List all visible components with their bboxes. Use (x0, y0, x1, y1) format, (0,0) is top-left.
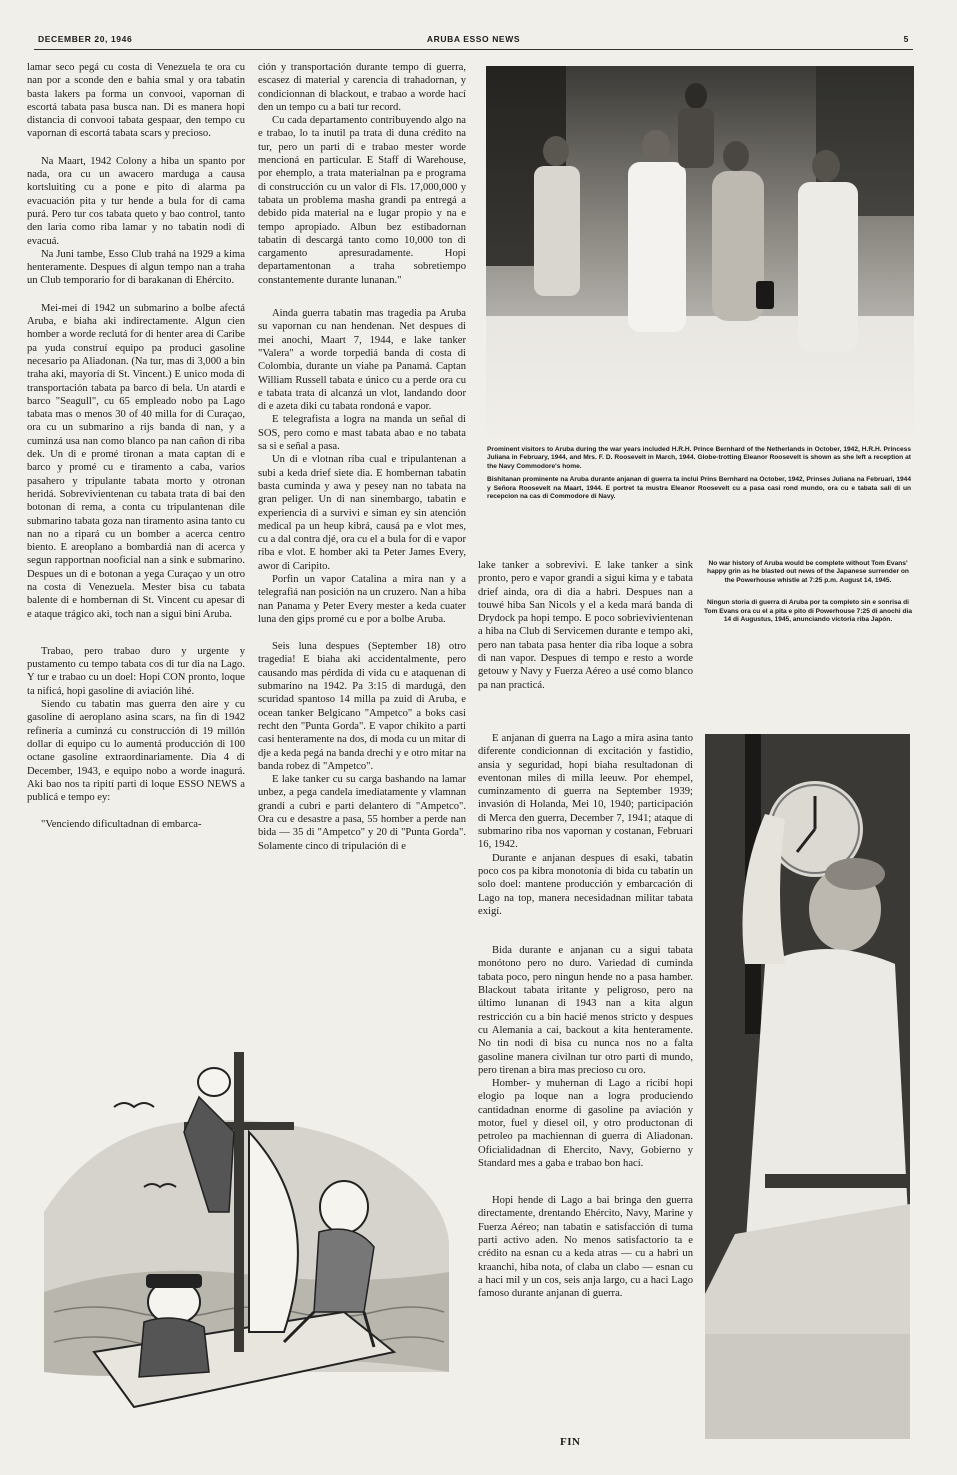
paragraph: "Venciendo dificultadnan di embarca- (41, 819, 202, 831)
paragraph: Un di e vlotnan riba cual e tripulantenan a subi a keda drief siete dia. E hombernan tabatin basta cuminda y awa y pesey nan no tabata na gran peliger. Un di nan sinembargo, tabatin e experiencia di a survivi e siman ey sin atención medical pa un heup kibrá, causá pa e vlot mes, cu a dal contra djé, ora cu el a bula for di e vapor riba e vlot. E homber aki ta Peter James Every, awor di Caripito. (258, 454, 466, 572)
paragraph: lamar seco pegá cu costa di Venezuela te ora cu nan por a sconde den e bahia smal y ora tabatin basta lakers pa forma un convooi, vapornan di escortá tabata pasa busca nan. Di es manera hopi distancia di convooi tabata gespaar, den tempo cu vapornan di escortá tabata scars y precioso. (27, 62, 245, 140)
reception-departure-photo (486, 66, 914, 438)
paragraph: lake tanker a sobrevivi. E lake tanker a sink pronto, pero e vapor grandi a sigui kima y e tabata drief ainda, ora di dia a habri. Despues nan a touwé hiba San Nicols y el a keda mará banda di Drydock pa hopi tempo. E poco sobrievivientenan a hiba na Club di Servicemen durante e tempo aki, pero nan tabata pasa henter dia riba loque a sobra di nan vapor. Despues di tempo e resto a worde getouw y Navy y Fuerza Aéreo a usé como blanco pa nan practicá. (478, 560, 693, 691)
paragraph: Siendo cu tabatin mas guerra den aire y cu gasoline di aeroplano asina scars, na fin di 1942 refinería a cuminzá cu construcción di 19 millón dollar di equipo cu lo aumentá producción di 100 octane gasoline extraordinariamente. Dia 4 di December, 1943, e equipo nobo a worde inagurá. Aki bao nos ta ripití parti di loque ESSO NEWS a publicá e tempo ey: (27, 699, 245, 804)
shipwreck-raft-cartoon-icon (34, 1012, 458, 1422)
issue-date: DECEMBER 20, 1946 (38, 34, 133, 44)
header-rule (34, 49, 913, 50)
powerhouse-whistle-photo-icon (705, 734, 910, 1439)
photo1-caption-papiamento: Bishitanan prominente na Aruba durante anjanan di guerra ta inclui Prins Bernhard na October, 1942, Prinses Juliana na Februari, 1944 y Señora Roosevelt na Maart, 1944. E portret ta mustra Eleanor Roosevelt cu a pasa casi rond mundo, ora cu e tabata sali di un recepcion na cas di Commodore di Navy. (487, 476, 911, 501)
paragraph: E lake tanker cu su carga bashando na lamar unbez, a pega candela imediatamente y vlamnan grandi a cubri e parti delantero di "Ampetco". Ora cu e desastre a pasa, 55 homber a perde nan bida — 35 di "Ampetco" y 20 di "Punta Gorda". Solamente cinco di tripulación di e (258, 774, 466, 852)
newspaper-title: ARUBA ESSO NEWS (426, 34, 521, 44)
paragraph: Trabao, pero trabao duro y urgente y pustamento cu tempo tabata cos di tur dia na Lago. Y tur e trabao cu un doel: Hopi CON pronto, loque ta nificá, hopi gasoline di aviación lihé. (27, 645, 245, 697)
end-mark: FIN (560, 1436, 581, 1448)
paragraph: Porfin un vapor Catalina a mira nan y a telegrafiá nan posición na un cruzero. Nan a hiba nan Panama y Peter Every mester a keda cuater luna den gips promé cu e por a bolbe Aruba. (258, 573, 466, 625)
article-column-3 (478, 559, 693, 1429)
photo2-caption (703, 560, 913, 660)
paragraph: Hopi hende di Lago a bai bringa den guerra directamente, drentando Ehército, Navy, Marine y Fuerza Aéreo; nan tabatin e satisfacción di tuma parti activo aden. No menos satisfactorio ta e crédito na esnan cu a keda atras — cu a habri un kraanchi, hiba nota, of claba un clabo — esnan cu a haci mil y un cos, seis anja largo, cu a haci Lago famoso durante anjanan di guerra. (478, 1195, 693, 1300)
paragraph: E telegrafista a logra na manda un señal di SOS, pero como e mast tabata abao e no tabata sa si e señal a pasa. (258, 414, 466, 453)
page-header (38, 34, 909, 48)
paragraph: Na Juni tambe, Esso Club trahá na 1929 a kima henteramente. Despues di algun tempo nan a traha un Club temporario for di barakanan di Ehército. (27, 248, 245, 287)
article-column-2 (258, 61, 466, 952)
page-number: 5 (903, 34, 909, 44)
paragraph: Homber- y muhernan di Lago a ricibí hopi elogio pa loque nan a logra produciendo cantidadnan enorme di gasoline pa aviación y motor, fuel y diesel oil, y otro productonan di petroleo pa machiennan di guerra di Aliadonan. Oficialidadnan di Ehercito, Navy, Gobierno y Standard mes a gaba e trabao bon hací. (478, 1078, 693, 1169)
powerhouse-whistle-photo (705, 734, 910, 1439)
paragraph: E anjanan di guerra na Lago a mira asina tanto diferente condicionnan di excitación y fastidio, ansia y seguridad, hopi biaha resultadonan di eventonan miles di milla leeuw. Por ehempel, cuminzamento di guerra na September 1939; invasión di Holanda, Mei 10, 1940; participación di Merca den guerra, December 7, 1941; ataque di submarino riba nos vapornan y costanan, Februari 16, 1942. (478, 732, 693, 851)
paragraph: Na Maart, 1942 Colony a hiba un spanto por nada, ora cu un awacero marduga a causa kortsluiting cu a pone e pito di alarma pa evacuación pita y tur hende a bula for di cama purá. Pero tur cos tabata queto y bao control, tanto den laria como riba lamar y no tabatin nodi di evacuá. (27, 155, 245, 247)
paragraph: Cu cada departamento contribuyendo algo na e trabao, lo ta inutil pa trata di duna crédito na tur, pero un parti di e trabao mester worde mencioná en particular. E Staff di Warehouse, por ehemplo, a trata materialnan pa e programa di construcción cu un valor di Fls. 17,000,000 y tabata un problema masha grandi pa entregá a debido pida material na e lugar propio y na e tempo apropiado. Albun bez estibadornan tabatin di descargá tanto como 10,000 ton di cargamento apresuradamente. Hopi departamentonan a traha sobretiempo constantemente durante lunanan." (258, 115, 466, 286)
paragraph: Ainda guerra tabatin mas tragedia pa Aruba su vapornan cu nan hendenan. Net despues di mei anochi, Maart 7, 1944, e lake tanker "Valera" a worde torpediá banda di costa di Colombia, durante un viahe pa Panamá. Captan William Russell tabata e único cu a perde ora cu e tabata trata di alcanzá un vlot, landando door di e azeta diki cu tabata rondoná e vapor. (258, 308, 466, 413)
photo1-caption-english: Prominent visitors to Aruba during the war years included H.R.H. Prince Bernhard of the Netherlands in October, 1942, H.R.H. Princess Juliana in February, 1944, and Mrs. F. D. Roosevelt in March, 1944. Globe-trotting Eleanor Roosevelt is shown as she left a reception at the Navy Commodore's home. (487, 446, 911, 470)
article-column-1 (27, 61, 245, 952)
paragraph: Durante e anjanan despues di esaki, tabatin poco cos pa kibra monotonía di bida cu tabatin un solo doel: mantene producción y embarcación di Lago na top, manera necesidadnan militar tabata exigí. (478, 852, 693, 917)
paragraph: ción y transportación durante tempo di guerra, escasez di material y carencia di trahadornan, y condicionnan di blackout, e trabao a worde hací den un tempo cu a bati tur record. (258, 62, 466, 113)
photo2-caption-english: No war history of Aruba would be complete without Tom Evans' happy grin as he blasted out news of the Japanese surrender on the Powerhouse whistle at 7:25 p.m. August 14, 1945. (707, 560, 909, 584)
reception-departure-photo-icon (486, 66, 914, 438)
paragraph: Mei-mei di 1942 un submarino a bolbe afectá Aruba, e biaha aki indirectamente. Algun cien homber a worde reclutá for di henter area di Caribe pa yuda construí equipo pa produci gasoline necesario pa Aliadonan. (Na tur, mas di 3,000 a bin traha aki, mayoría di St. Vincent.) E unico moda di transportación tabata pa barco di bela. Un atardi e barco "Seagull", cu 65 empleado nobo pa Lago tabata mas o menos 30 of 40 milla for di Curaçao, ora cu un submarino a rijs banda di nan, y a cuminzá usa nan como blanco pa nan cañon di riba dek. Un di e promé tironan a mata captan di e barco y promé cu e tiramento a caba, varios pasahero y tripulante tabata morto y otronan heridá. Sobrevivientenan cu tabata trata di bai den botonan di rema, a conta cu tripulantenan dile submarino tabata goza nan tiramento asina tanto cu nan no a ripará cu un bomber a acerca centro biento. E areoplano a bombardiá nan di acerca y segun rapportnan nooficial nan a sink e submarino. Despues un di e botonan a yega Curaçao y un otro na costa di Venezuela. Mester bisa cu tabata balente di e hombernan di St. Vincent cu apesar di e ataque trágico aki, toch nan a sigui bini Aruba. (27, 302, 245, 620)
shipwreck-raft-cartoon (34, 1012, 458, 1422)
photo2-caption-papiamento: Ningun storia di guerra di Aruba por ta completo sin e sonrisa di Tom Evans ora cu el a pita e pito di Powerhouse 7:25 di anochi dia 14 di Augustus, 1945, anunciando victoria riba Japón. (704, 599, 912, 624)
paragraph: Bida durante e anjanan cu a sigui tabata monótono pero no duro. Variedad di cuminda tabata poco, pero ningun hende no a pasa hamber. Blackout tabata iritante y peligroso, pero na último lunanan di 1943 nan a kita algun restricción cu a bin hacié menos stricto y despues cu Alemania a cai, backout a kita henteramente. No tin nodi di bisa cu nunca nos no a falta gasoline manera civilnan tur otro parti di mundo, pero tirenan a bira mas precioso cu oro. (478, 945, 693, 1076)
paragraph: Seis luna despues (September 18) otro tragedia! E biaha aki accidentalmente, pero causando mas pérdida di vida cu e ataquenan di submarino na 1942. Pa 3:15 di mardugá, den scuridad spantoso 14 milla pa zuid di Aruba, e ocean tanker Belgicano "Ampetco" a boks casi recht den "Punta Gorda". E vapor chikito a parti casi henteramente na dos, di moda cu un mitar di dje a keda pegá na banda drechi y e otro mitar na banda robez di "Ampetco". (258, 641, 466, 772)
photo1-caption (487, 446, 911, 526)
